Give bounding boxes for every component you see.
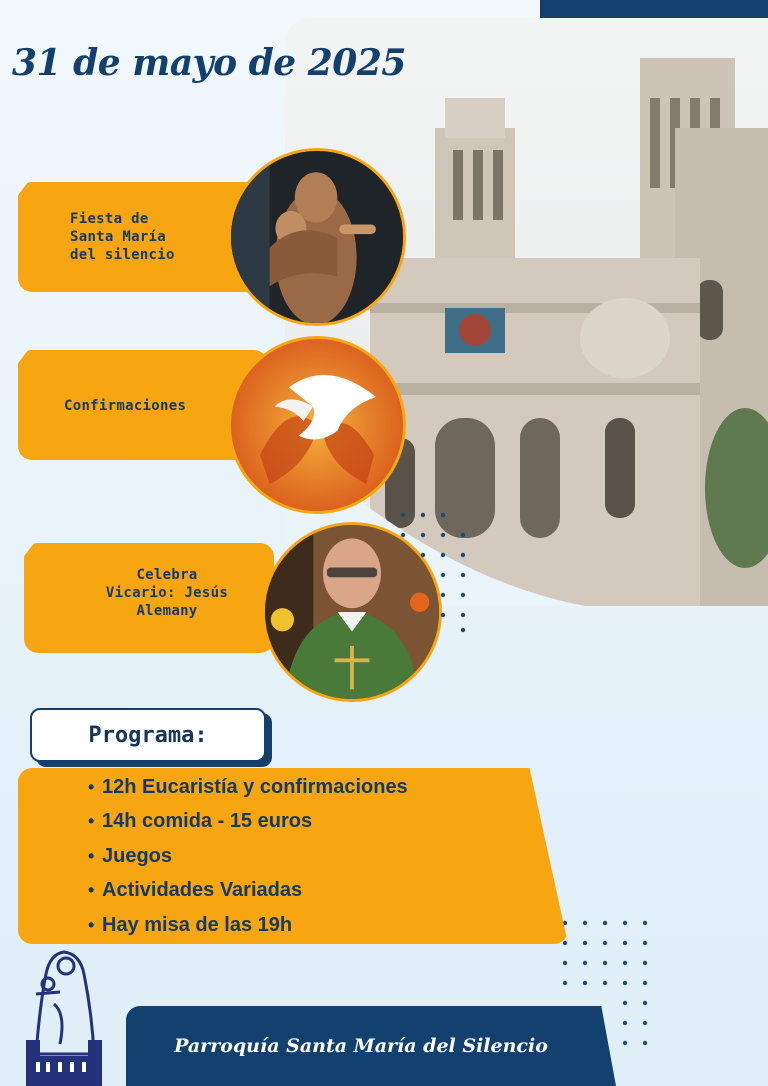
event-label-celebra: Celebra Vicario: Jesús Alemany	[105, 567, 229, 619]
program-title-box	[30, 708, 266, 762]
program-item: • 14h comida - 15 euros	[88, 810, 313, 833]
program-item: • 12h Eucaristía y confirmaciones	[88, 775, 408, 798]
parish-name: Parroquía Santa María del Silencio	[174, 1035, 548, 1057]
dove-painting	[228, 336, 406, 514]
decorative-dots-middle	[398, 510, 488, 640]
event-label-fiesta: Fiesta de Santa María del silencio	[70, 211, 175, 263]
event-date-title: 31 de mayo de 2025	[12, 42, 406, 84]
program-title: Programa:	[88, 722, 208, 748]
program-list	[88, 770, 408, 943]
program-item: • Juegos	[88, 844, 173, 867]
event-label-confirmaciones: Confirmaciones	[64, 398, 187, 414]
program-item: • Actividades Variadas	[88, 879, 303, 902]
parish-logo-icon	[14, 944, 114, 1086]
program-item: • Hay misa de las 19h	[88, 913, 293, 936]
top-accent-bar	[540, 0, 768, 18]
virgin-statue-photo	[228, 148, 406, 326]
